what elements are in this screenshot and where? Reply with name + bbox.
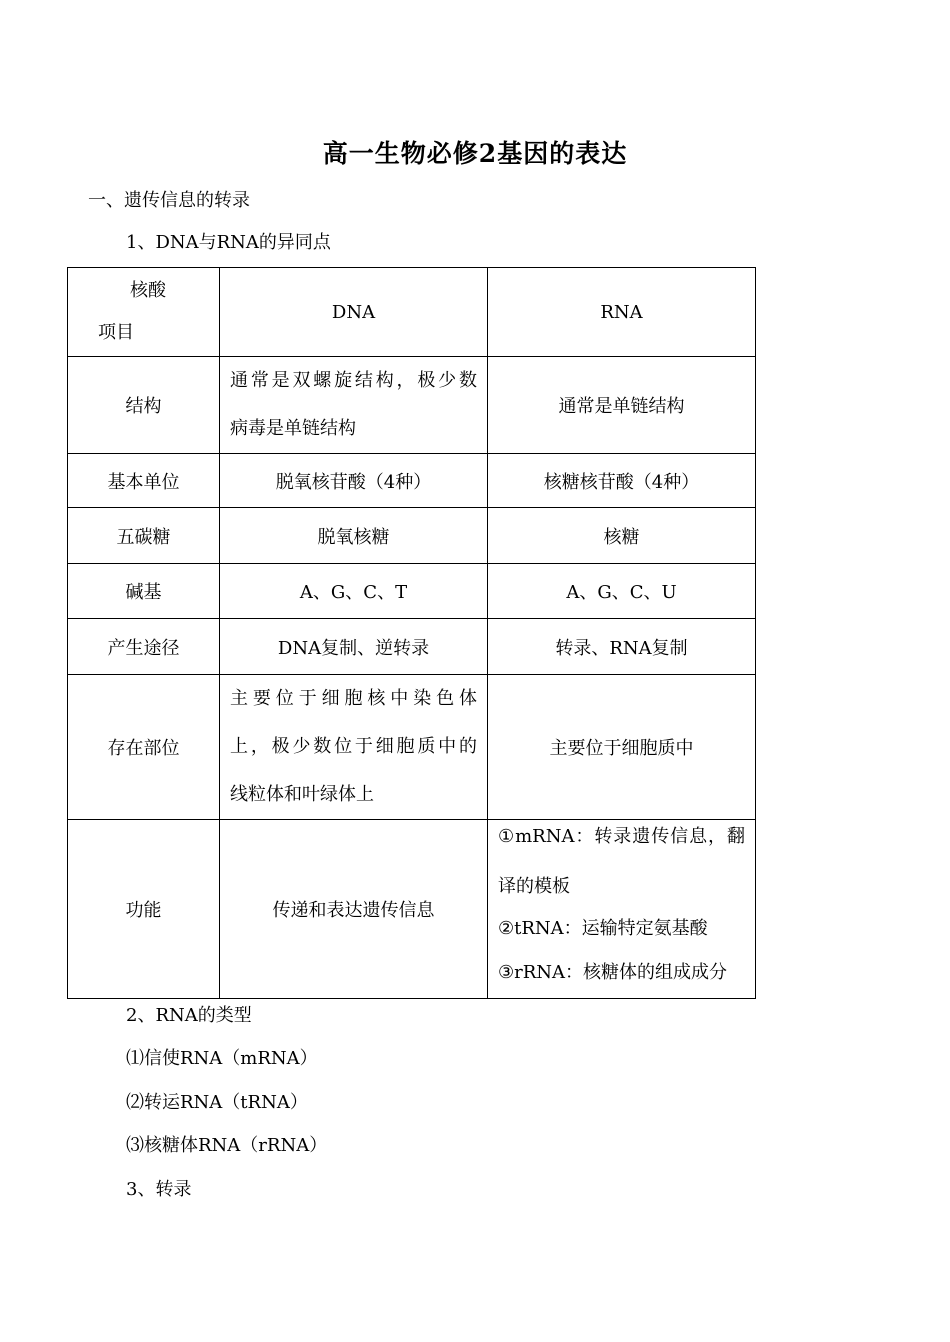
dna-structure-line-1: 通常是双螺旋结构，极少数 xyxy=(230,370,477,391)
rna-basic-unit-cell: 核糖核苷酸（4种） xyxy=(488,454,756,508)
rna-function-line-4: ③rRNA：核糖体的组成成分 xyxy=(498,962,728,983)
rna-location-cell: 主要位于细胞质中 xyxy=(488,675,756,820)
page-title: 高一生物必修2基因的表达 xyxy=(322,139,628,168)
row-label-basic-unit: 基本单位 xyxy=(68,454,220,508)
table-row-pentose xyxy=(68,508,756,564)
dna-location-cell xyxy=(220,675,488,820)
table-row-location xyxy=(68,675,756,820)
rna-type-item-trna: ⑵转运RNA（tRNA） xyxy=(126,1092,308,1113)
rna-function-line-3: ②tRNA：运输特定氨基酸 xyxy=(498,918,708,939)
rna-type-item-rrna: ⑶核糖体RNA（rRNA） xyxy=(126,1135,328,1156)
dna-pentose-cell: 脱氧核糖 xyxy=(220,508,488,564)
header-dna: DNA xyxy=(220,268,488,357)
dna-bases-cell: A、G、C、T xyxy=(220,564,488,619)
dna-basic-unit-cell: 脱氧核苷酸（4种） xyxy=(220,454,488,508)
dna-origin-cell: DNA复制、逆转录 xyxy=(220,619,488,675)
dna-rna-comparison-table xyxy=(67,267,756,999)
dna-location-line-3: 线粒体和叶绿体上 xyxy=(230,784,374,805)
table-row-function xyxy=(68,820,756,999)
section-heading-transcription: 一、遗传信息的转录 xyxy=(88,190,250,211)
table-row-origin xyxy=(68,619,756,675)
table-row-bases xyxy=(68,564,756,619)
dna-location-line-1: 主要位于细胞核中染色体 xyxy=(230,688,477,709)
row-label-location: 存在部位 xyxy=(68,675,220,820)
rna-type-item-mrna: ⑴信使RNA（mRNA） xyxy=(126,1048,318,1069)
rna-structure-cell: 通常是单链结构 xyxy=(488,357,756,454)
rna-bases-cell: A、G、C、U xyxy=(488,564,756,619)
subsection-heading-dna-rna-comparison: 1、DNA与RNA的异同点 xyxy=(126,232,331,253)
table-row-structure xyxy=(68,357,756,454)
rna-pentose-cell: 核糖 xyxy=(488,508,756,564)
dna-structure-cell xyxy=(220,357,488,454)
dna-location-line-2: 上，极少数位于细胞质中的 xyxy=(230,736,477,757)
row-label-origin: 产生途径 xyxy=(68,619,220,675)
dna-function-cell: 传递和表达遗传信息 xyxy=(220,820,488,999)
row-label-bases: 碱基 xyxy=(68,564,220,619)
rna-function-line-1: ①mRNA：转录遗传信息，翻 xyxy=(498,826,745,847)
rna-function-cell xyxy=(488,820,756,999)
subsection-heading-rna-types: 2、RNA的类型 xyxy=(126,1005,252,1026)
row-label-pentose: 五碳糖 xyxy=(68,508,220,564)
header-item-label: 项目 xyxy=(98,322,134,343)
dna-structure-line-2: 病毒是单链结构 xyxy=(230,418,356,439)
subsection-heading-transcription: 3、转录 xyxy=(126,1179,192,1200)
rna-function-line-2: 译的模板 xyxy=(498,876,570,897)
table-row-basic-unit xyxy=(68,454,756,508)
row-label-structure: 结构 xyxy=(68,357,220,454)
rna-origin-cell: 转录、RNA复制 xyxy=(488,619,756,675)
header-corner-cell xyxy=(68,268,220,357)
header-rna: RNA xyxy=(488,268,756,357)
header-nucleic-acid-label: 核酸 xyxy=(130,280,166,301)
row-label-function: 功能 xyxy=(68,820,220,999)
table-header-row xyxy=(68,268,756,357)
